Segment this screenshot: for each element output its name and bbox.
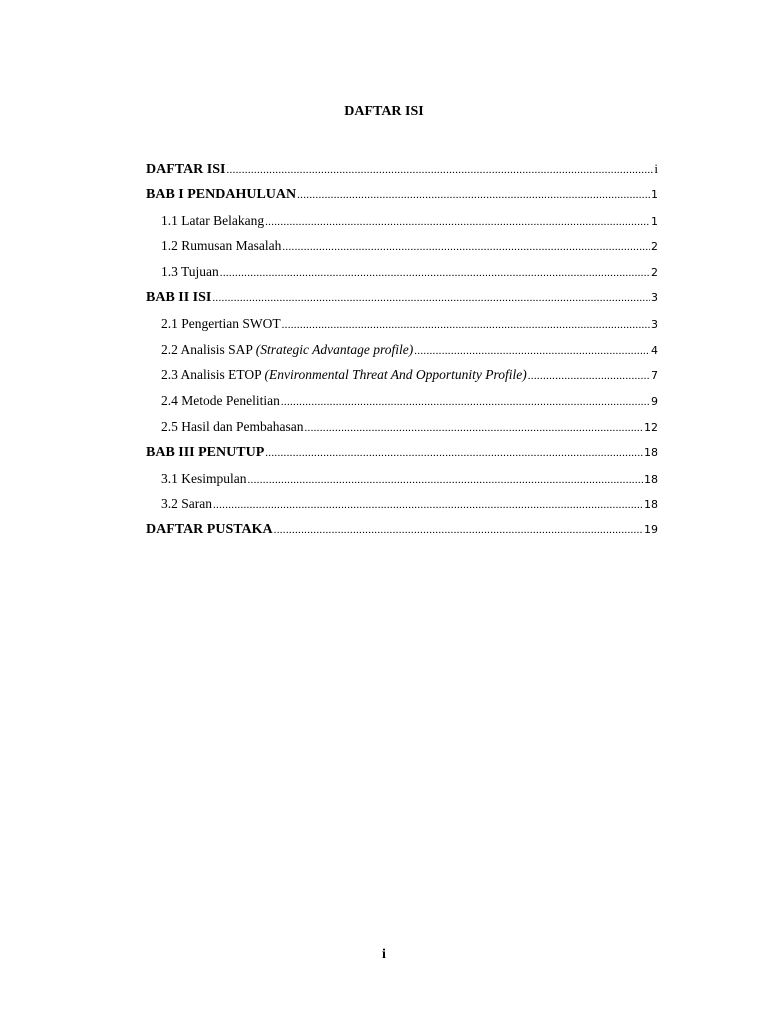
dot-leader (282, 241, 650, 253)
toc-entry-2-5[interactable] (146, 419, 658, 445)
toc-page-number: 3 (651, 317, 658, 331)
toc-entry-2-2[interactable] (146, 342, 658, 368)
toc-page-number: 2 (651, 266, 658, 280)
toc-entry-1-1[interactable] (146, 213, 658, 239)
page-title: DAFTAR ISI (344, 104, 424, 119)
toc-entry-text: 1.2 Rumusan Masalah (161, 238, 282, 254)
toc-page-number: 18 (644, 445, 658, 459)
toc-entry-text: 2.1 Pengertian SWOT (161, 315, 281, 331)
toc-entry-3-2[interactable] (146, 496, 658, 522)
dot-leader (304, 422, 643, 434)
toc-entry-daftar-pustaka[interactable] (146, 522, 658, 548)
toc-page-number: 3 (651, 290, 658, 304)
toc-page-number: 4 (651, 343, 658, 357)
toc-entry-text: DAFTAR PUSTAKA (146, 522, 273, 538)
toc-entry-bab-1[interactable] (146, 187, 658, 213)
toc-entry-text: 2.3 Analisis ETOP (Environmental Threat And Opportunity Profile) (161, 367, 527, 383)
toc-entry-daftar-isi[interactable] (146, 161, 658, 187)
toc-entry-text: 2.4 Metode Penelitian (161, 393, 280, 409)
toc-entry-text: 2.2 Analisis SAP (Strategic Advantage profile) (161, 341, 414, 357)
page-number: i (382, 947, 386, 962)
toc-entry-text: 2.5 Hasil dan Pembahasan (161, 418, 304, 434)
toc-entry-1-3[interactable] (146, 264, 658, 290)
table-of-contents (146, 161, 658, 548)
toc-entry-text: 1.3 Tujuan (161, 264, 219, 280)
dot-leader (414, 345, 650, 357)
toc-page-number: 2 (651, 240, 658, 254)
dot-leader (281, 396, 650, 408)
toc-page-number: 18 (644, 498, 658, 512)
toc-entry-2-1[interactable] (146, 316, 658, 342)
dot-leader (213, 499, 643, 511)
toc-entry-bab-2[interactable] (146, 290, 658, 316)
toc-page-number: 12 (644, 420, 658, 434)
toc-entry-text: BAB III PENUTUP (146, 444, 265, 460)
dot-leader (212, 292, 650, 304)
dot-leader (297, 189, 650, 201)
dot-leader (265, 447, 643, 459)
dot-leader (528, 370, 650, 382)
toc-entry-bab-3[interactable] (146, 445, 658, 471)
dot-leader (248, 474, 644, 486)
toc-entry-text: BAB II ISI (146, 289, 212, 305)
dot-leader (274, 524, 643, 536)
toc-page-number: 9 (651, 395, 658, 409)
toc-entry-1-2[interactable] (146, 238, 658, 264)
toc-entry-text: 3.1 Kesimpulan (161, 470, 247, 486)
toc-page-number: 1 (651, 214, 658, 228)
toc-entry-text: BAB I PENDAHULUAN (146, 186, 297, 202)
toc-page-number: i (654, 161, 658, 176)
toc-page-number: 18 (644, 472, 658, 486)
toc-entry-3-1[interactable] (146, 471, 658, 497)
toc-entry-text: 1.1 Latar Belakang (161, 212, 265, 228)
toc-page-number: 19 (644, 523, 658, 537)
toc-entry-text: 3.2 Saran (161, 496, 212, 512)
toc-page-number: 7 (651, 369, 658, 383)
toc-page-number: 1 (651, 187, 658, 201)
dot-leader (282, 319, 650, 331)
dot-leader (226, 164, 653, 176)
toc-entry-2-4[interactable] (146, 393, 658, 419)
toc-entry-2-3[interactable] (146, 367, 658, 393)
dot-leader (220, 267, 650, 279)
dot-leader (265, 216, 650, 228)
toc-entry-text: DAFTAR ISI (146, 162, 226, 177)
